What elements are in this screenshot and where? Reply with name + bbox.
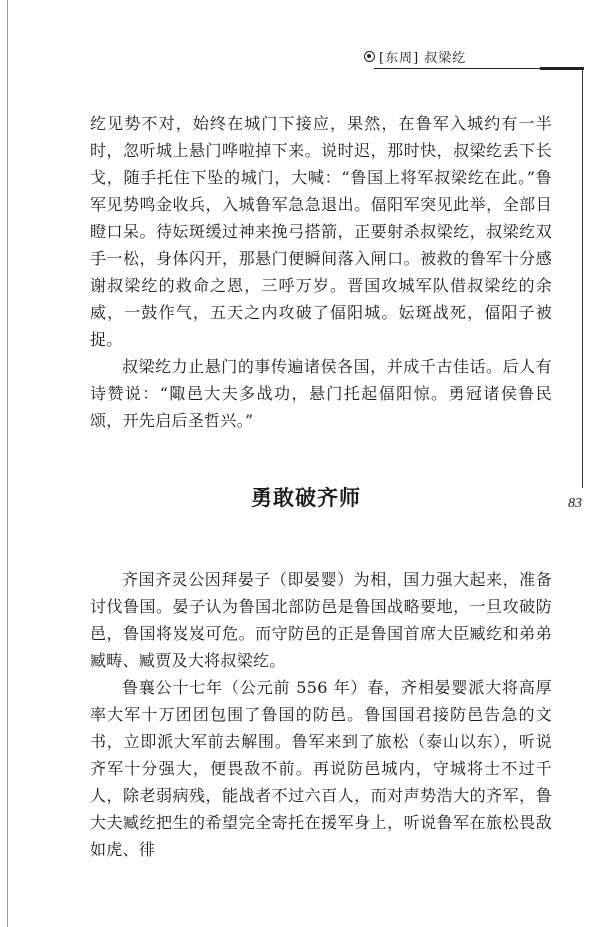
circle-target-icon <box>364 51 375 62</box>
running-header <box>364 46 466 66</box>
paragraph-continued: 纥见势不对，始终在城门下接应，果然，在鲁军入城约有一半时，忽听城上悬门哗啦掉下来。说时迟，那时快，叔梁纥丢下长戈，随手托住下坠的城门，大喊：“鲁国上将军叔梁纥在此。”鲁军见势鸣金收兵，入城鲁军急急退出。偪阳军突见此举，全部目瞪口呆。待妘斑缓过神来挽弓搭箭，正要射杀叔梁纥，叔梁纥双手一松，身体闪开，那悬门便瞬间落入闸口。被救的鲁军十分感谢叔梁纥的救命之恩，三呼万岁。晋国攻城军队借叔梁纥的余威，一鼓作气，五天之内攻破了偪阳城。妘斑战死，偪阳子被捉。 <box>90 114 552 349</box>
running-header-text: [东周] 叔梁纥 <box>379 50 467 66</box>
section-title: 勇敢破齐师 <box>251 486 361 510</box>
paragraph: 叔梁纥力止悬门的事传遍诸侯各国，并成千古佳话。后人有诗赞说：“陬邑大夫多战功，悬门托起偪阳惊。勇冠诸侯鲁民颂，开先启后圣哲兴。” <box>90 357 552 430</box>
binding-gutter-line <box>7 0 8 927</box>
header-rule-accent <box>540 67 584 70</box>
paragraph: 齐国齐灵公因拜晏子（即晏婴）为相，国力强大起来，准备讨伐鲁国。晏子认为鲁国北部防邑是鲁国战略要地，一旦攻破防邑，鲁国将岌岌可危。而守防邑的正是鲁国首席大臣臧纥和弟弟臧畴、臧贾及大将叔梁纥。 <box>90 570 552 670</box>
right-margin-line <box>582 68 583 488</box>
page-number: 83 <box>568 496 582 511</box>
section-1-body <box>90 110 552 434</box>
section-2-body <box>90 566 552 863</box>
paragraph: 鲁襄公十七年（公元前 556 年）春，齐相晏婴派大将高厚率大军十万团团包围了鲁国的防邑。鲁国国君接防邑告急的文书，立即派大军前去解围。鲁军来到了旅松（泰山以东），听说齐军十分强大，便畏敌不前。再说防邑城内，守城将士不过千人，除老弱病残，能战者不过六百人，而对声势浩大的齐军，鲁大夫臧纥把生的希望完全寄托在援军身上，听说鲁军在旅松畏敌如虎、徘 <box>90 678 552 859</box>
